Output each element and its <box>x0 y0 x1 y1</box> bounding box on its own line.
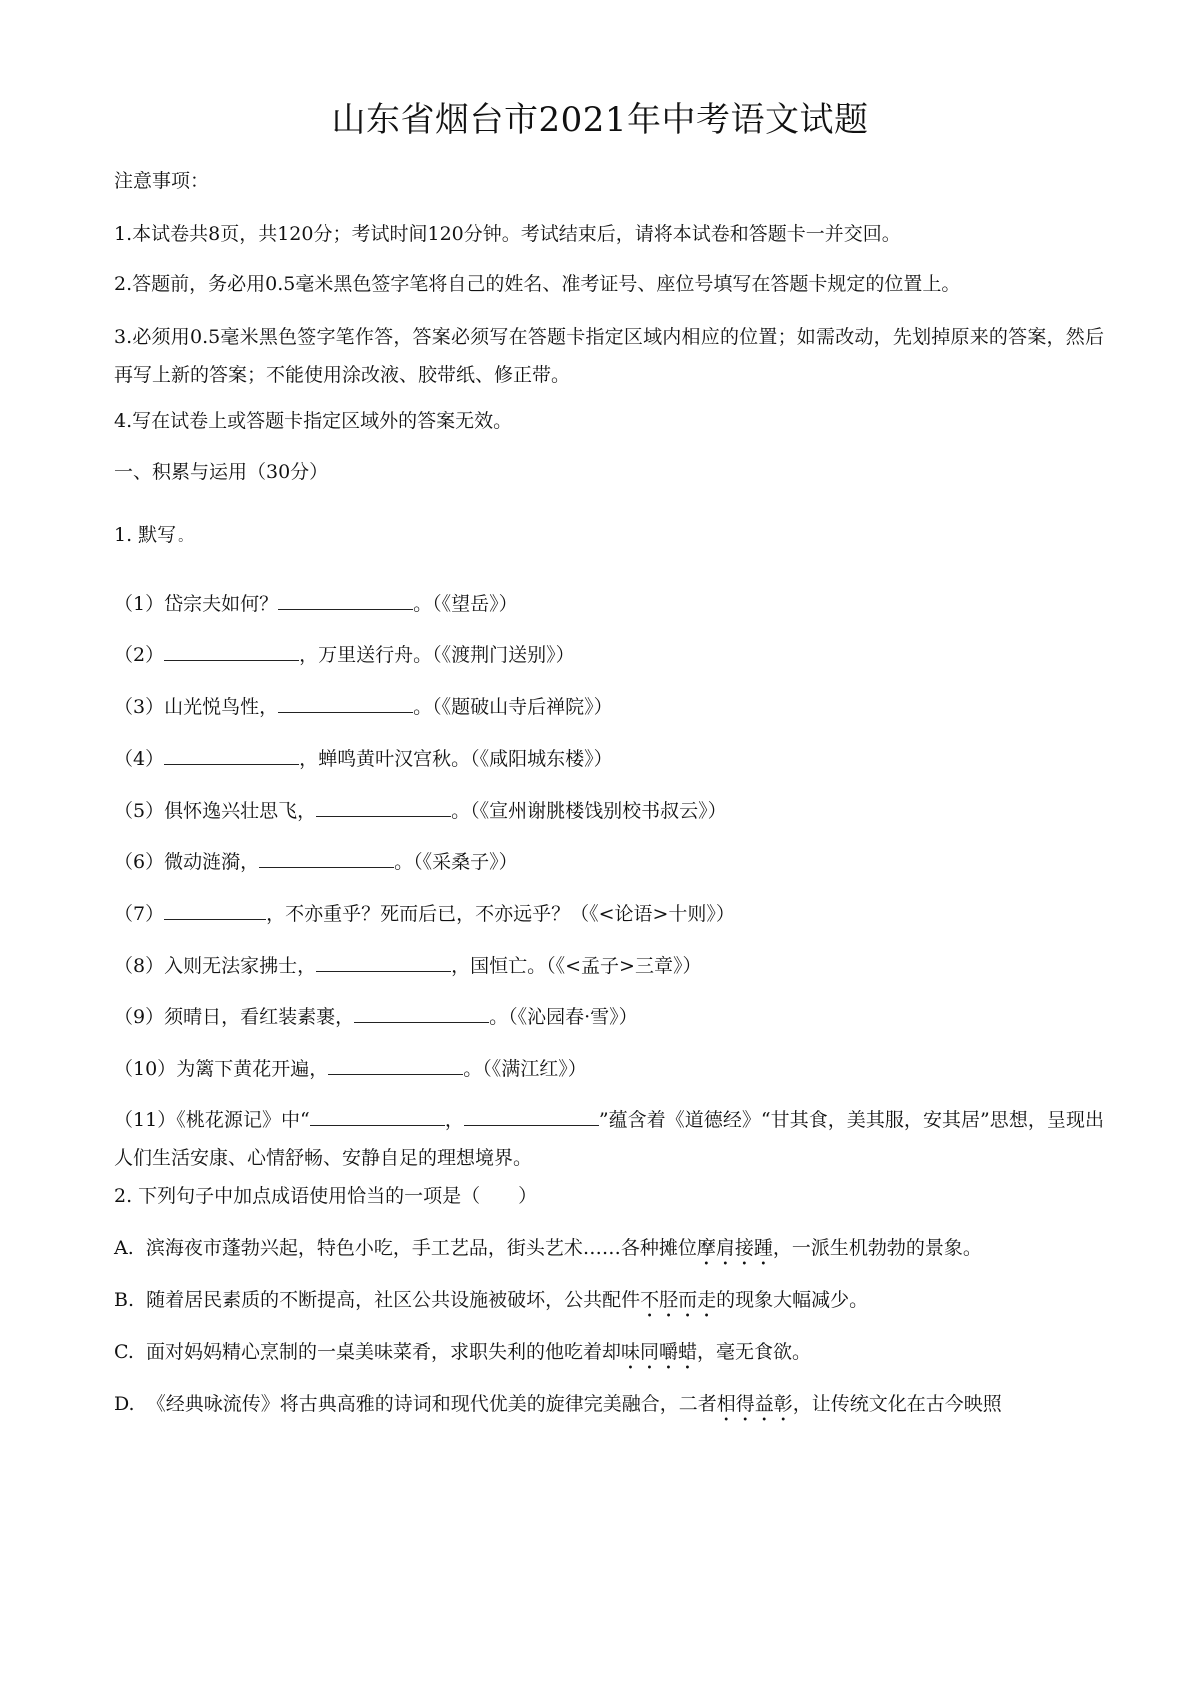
answer-blank[interactable] <box>278 694 413 713</box>
answer-blank[interactable] <box>328 1056 463 1075</box>
notice-item-2: 2.答题前，务必用0.5毫米黑色签字笔将自己的姓名、准考证号、座位号填写在答题卡规定的位置上。 <box>114 273 961 295</box>
notice-heading: 注意事项： <box>114 170 210 192</box>
answer-blank[interactable] <box>164 642 299 661</box>
item-post: 。（《满江红》） <box>463 1058 587 1080</box>
dictation-item-11 <box>114 1101 1104 1177</box>
option-label: A. <box>114 1237 134 1259</box>
option-label: C. <box>114 1341 134 1363</box>
item-post: ，国恒亡。（《<孟子>三章》） <box>451 955 702 977</box>
option-pre: 滨海夜市蓬勃兴起，特色小吃，手工艺品，街头艺术……各种摊位 <box>145 1237 697 1259</box>
item-number: （6） <box>114 851 165 873</box>
dictation-item-6 <box>114 849 1104 875</box>
item-post: ，蝉鸣黄叶汉宫秋。（《咸阳城东楼》） <box>299 748 613 770</box>
option-post: ，一派生机勃勃的景象。 <box>772 1237 982 1259</box>
dotted-idiom: 摩肩接踵 <box>696 1237 773 1259</box>
item-number: （8） <box>114 955 165 977</box>
dictation-item-5 <box>114 798 1104 824</box>
item-number: （1） <box>114 593 165 615</box>
option-a[interactable] <box>114 1235 1104 1270</box>
option-label: D. <box>114 1393 135 1415</box>
dotted-idiom: 不胫而走 <box>640 1289 717 1311</box>
answer-blank[interactable] <box>354 1004 489 1023</box>
item-post: 。（《宣州谢朓楼饯别校书叔云》） <box>451 800 727 822</box>
item-post: 。（《采桑子》） <box>394 851 518 873</box>
item-number: （10） <box>114 1058 177 1080</box>
item-number: （11） <box>114 1109 177 1131</box>
option-pre: 《经典咏流传》将古典高雅的诗词和现代优美的旋律完美融合，二者 <box>146 1393 717 1415</box>
item-post: ，不亦重乎？死而后已，不亦远乎？（《<论语>十则》） <box>266 903 735 925</box>
option-b[interactable] <box>114 1287 1104 1322</box>
option-label: B. <box>114 1289 135 1311</box>
answer-blank[interactable] <box>316 798 451 817</box>
option-post: 的现象大幅减少。 <box>716 1289 869 1311</box>
answer-blank[interactable] <box>164 901 266 920</box>
item-post: ，万里送行舟。（《渡荆门送别》） <box>299 644 575 666</box>
question-1-text: 1. 默写 <box>114 524 177 546</box>
answer-blank-1[interactable] <box>310 1107 445 1126</box>
item-number: （9） <box>114 1006 165 1028</box>
item-post: 。（《望岳》） <box>413 593 518 615</box>
option-pre: 面对妈妈精心烹制的一桌美味菜肴，求职失利的他吃着却 <box>146 1341 622 1363</box>
item-number: （7） <box>114 903 165 925</box>
item-mid: ， <box>444 1109 464 1131</box>
dictation-item-2 <box>114 642 1104 668</box>
notice-item-3: 3.必须用0.5毫米黑色签字笔作答，答案必须写在答题卡指定区域内相应的位置；如需改动，先划掉原来的答案，然后再写上新的答案；不能使用涂改液、胶带纸、修正带。 <box>114 326 1104 386</box>
answer-blank-2[interactable] <box>464 1107 599 1126</box>
exam-title: 山东省烟台市2021年中考语文试题 <box>331 100 869 140</box>
dictation-item-10 <box>114 1056 1104 1082</box>
item-pre: 须晴日，看红装素裹， <box>164 1006 355 1028</box>
dictation-item-4 <box>114 746 1104 772</box>
item-number: （3） <box>114 696 165 718</box>
dictation-item-7 <box>114 901 1104 927</box>
item-pre: 入则无法家拂士， <box>164 955 317 977</box>
item-pre: 俱怀逸兴壮思飞， <box>164 800 317 822</box>
answer-blank[interactable] <box>316 953 451 972</box>
item-number: （2） <box>114 644 165 666</box>
option-d[interactable] <box>114 1391 1104 1426</box>
question-1-label <box>114 522 1104 550</box>
item-pre: 微动涟漪， <box>164 851 260 873</box>
dictation-item-1 <box>114 591 1104 617</box>
option-pre: 随着居民素质的不断提高，社区公共设施被破坏，公共配件 <box>146 1289 641 1311</box>
dictation-item-9 <box>114 1004 1104 1030</box>
item-pre: 为篱下黄花开遍， <box>176 1058 329 1080</box>
item-pre: 山光悦鸟性， <box>164 696 279 718</box>
option-post: ，毫无食欲。 <box>697 1341 812 1363</box>
dictation-item-8 <box>114 953 1104 979</box>
answer-blank[interactable] <box>164 746 299 765</box>
option-c[interactable] <box>114 1339 1104 1374</box>
question-1-dot: 。 <box>178 529 193 545</box>
item-number: （4） <box>114 748 165 770</box>
item-post: ”蕴含着《道德经》“甘其食，美其服，安其居”思想，呈现出人们生活安康、心情舒畅、安静自足的理想境界。 <box>114 1109 1104 1169</box>
answer-blank[interactable] <box>278 591 413 610</box>
item-pre: 岱宗夫如何？ <box>164 593 279 615</box>
item-number: （5） <box>114 800 165 822</box>
question-2-stem: 2. 下列句子中加点成语使用恰当的一项是（ ） <box>114 1185 538 1207</box>
dictation-item-3 <box>114 694 1104 720</box>
option-post: ，让传统文化在古今映照 <box>792 1393 1002 1415</box>
dotted-idiom: 味同嚼蜡 <box>621 1341 698 1363</box>
item-post: 。（《题破山寺后禅院》） <box>413 696 613 718</box>
item-post: 。（《沁园春·雪》） <box>489 1006 638 1028</box>
dotted-idiom: 相得益彰 <box>716 1393 793 1415</box>
item-pre: 《桃花源记》中“ <box>176 1109 310 1131</box>
answer-blank[interactable] <box>259 849 394 868</box>
section-heading: 一、积累与运用（30分） <box>114 461 329 483</box>
notice-item-1: 1.本试卷共8页，共120分；考试时间120分钟。考试结束后，请将本试卷和答题卡一并交回。 <box>114 223 901 245</box>
notice-item-4: 4.写在试卷上或答题卡指定区域外的答案无效。 <box>114 410 513 432</box>
